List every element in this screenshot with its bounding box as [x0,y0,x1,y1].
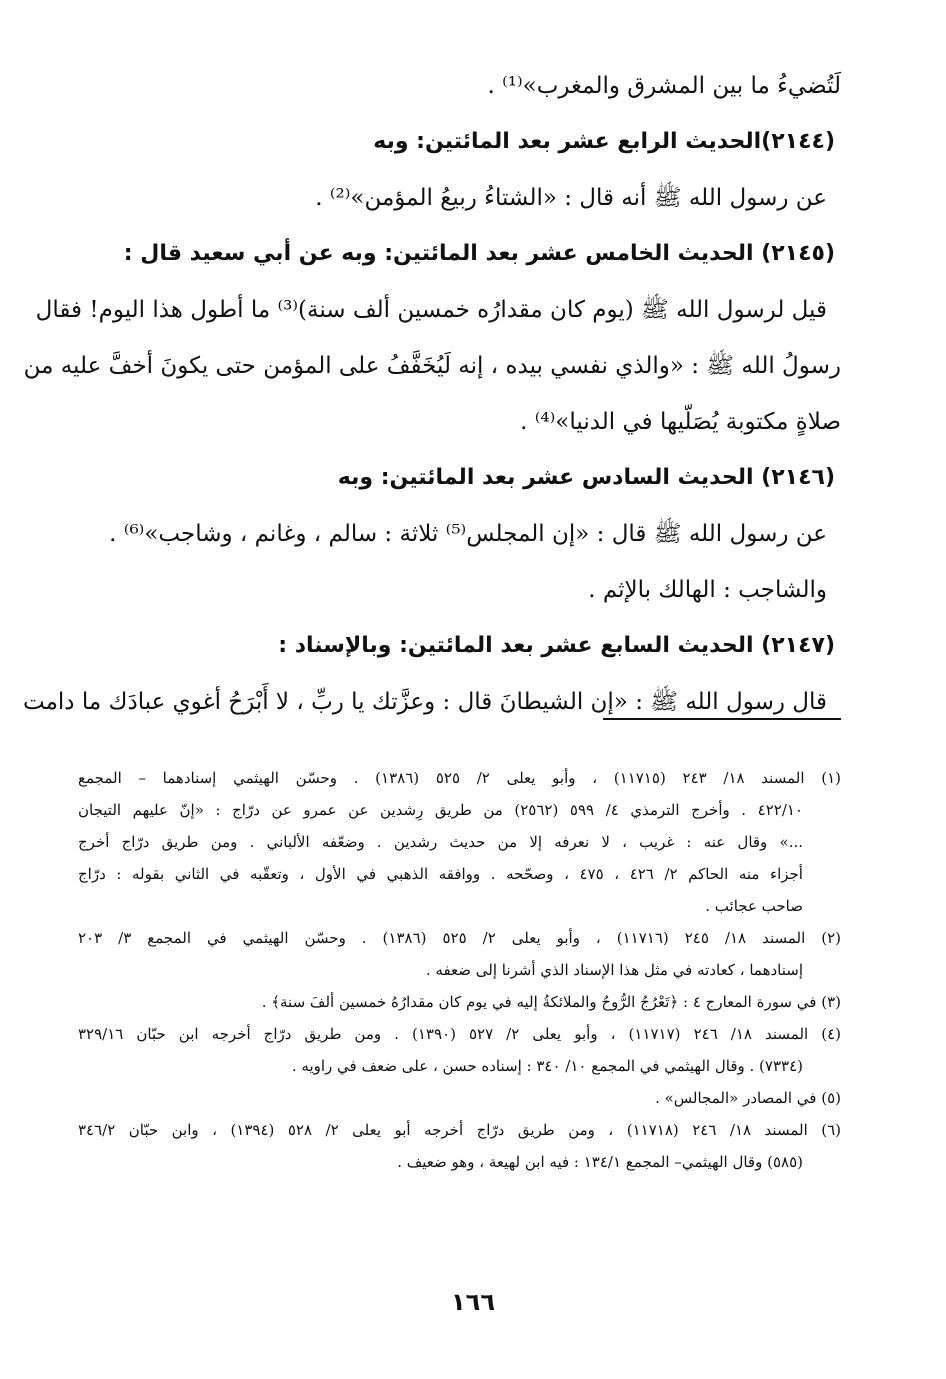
footnote-line: أجزاء منه الحاكم ٢/ ٤٢٦ ، ٤٧٥ ، وصحّحه . ووافقه الذهبي في الأول ، وتعقّبه في الثاني بقوله : درّاج [78,865,803,883]
footnote-separator [603,718,841,720]
text-line: صلاةٍ مكتوبة يُصَلّيها في الدنيا»⁽⁴⁾ . [520,409,841,435]
text-line: لَتُضيءُ ما بين المشرق والمغرب»⁽¹⁾ . [487,73,841,99]
footnote-line: (٦) المسند ١٨/ ٢٤٦ (١١٧١٨) ، ومن طريق درّاج أخرجه أبو يعلى ٢/ ٥٢٨ (١٣٩٤) ، وابن حبّان ٣٤٦/٢ [78,1121,842,1139]
text-line: عن رسول الله ﷺ قال : «إن المجلس⁽⁵⁾ ثلاثة : سالم ، وغانم ، وشاجب»⁽⁶⁾ . [109,521,827,547]
footnote-line: (٧٣٣٤) . وقال الهيثمي في المجمع ١٠/ ٣٤٠ : إسناده حسن ، على ضعف في راويه . [291,1057,803,1075]
text-line: والشاجب : الهالك بالإثم . [588,577,827,603]
page-number: ١٦٦ [451,1288,495,1316]
footnote-line: إسنادهما ، كعادته في مثل هذا الإسناد الذي أشرنا إلى ضعفه . [425,961,803,979]
footnote-line: (٢) المسند ١٨/ ٢٤٥ (١١٧١٦) ، وأبو يعلى ٢/ ٥٢٥ (١٣٨٦) . وحسّن الهيثمي في المجمع ٣/ ٢٠٣ [78,929,842,947]
hadith-heading-2144: (٢١٤٤)الحديث الرابع عشر بعد المائتين: وبه [373,129,835,154]
text-line: قيل لرسول الله ﷺ (يوم كان مقدارُه خمسين ألف سنة)⁽³⁾ ما أطول هذا اليوم! فقال [35,297,827,323]
footnote-line: (١) المسند ١٨/ ٢٤٣ (١١٧١٥) ، وأبو يعلى ٢/ ٥٢٥ (١٣٨٦) . وحسّن الهيثمي إسنادهما – المجمع [78,769,841,787]
footnote-line: (٤) المسند ١٨/ ٢٤٦ (١١٧١٧) ، وأبو يعلى ٢/ ٥٢٧ (١٣٩٠) . ومن طريق درّاج أخرجه ابن حبّان ٣٢٩/١٦ [78,1025,842,1043]
hadith-heading-2145: (٢١٤٥) الحديث الخامس عشر بعد المائتين: وبه عن أبي سعيد قال : [123,241,835,266]
footnote-line: (٥٨٥) وقال الهيثمي– المجمع ١٣٤/١ : فيه ابن لهيعة ، وهو ضعيف . [397,1153,803,1171]
footnote-line: ...» وقال عنه : غريب ، لا نعرفه إلا من حديث رشدين . وضعّفه الألباني . ومن طريق درّاج أخرج [78,833,803,851]
footnote-line: (٣) في سورة المعارج ٤ : ﴿تَعْرُجُ الرُّوحُ والملائكةُ إليه في يوم كان مقدارُهُ خمسين ألفَ سنة﴾ . [261,993,841,1011]
footnote-line: ٤٢٢/١٠ . وأخرج الترمذي ٤/ ٥٩٩ (٢٥٦٢) من طريق رِشدين عن عمرو عن درّاج : «إنّ عليهم التيجان [78,801,803,819]
footnotes [78,762,841,1178]
text-line: عن رسول الله ﷺ أنه قال : «الشتاءُ ربيعُ المؤمن»⁽²⁾ . [315,185,827,211]
footnote-line: صاحب عجائب . [705,897,803,915]
text-line: رسولُ الله ﷺ : «والذي نفسي بيده ، إنه لَيُخَفَّفُ على المؤمن حتى يكونَ أخفَّ عليه من [23,353,841,379]
footnote-line: (٥) في المصادر «المجالس» . [655,1089,841,1107]
hadith-heading-2146: (٢١٤٦) الحديث السادس عشر بعد المائتين: وبه [337,465,835,490]
text-line: قال رسول الله ﷺ : «إن الشيطانَ قال : وعزَّتك يا ربِّ ، لا أَبْرَحُ أغوي عبادَك ما دامت [23,689,827,715]
hadith-heading-2147: (٢١٤٧) الحديث السابع عشر بعد المائتين: وبالإسناد : [278,633,835,658]
